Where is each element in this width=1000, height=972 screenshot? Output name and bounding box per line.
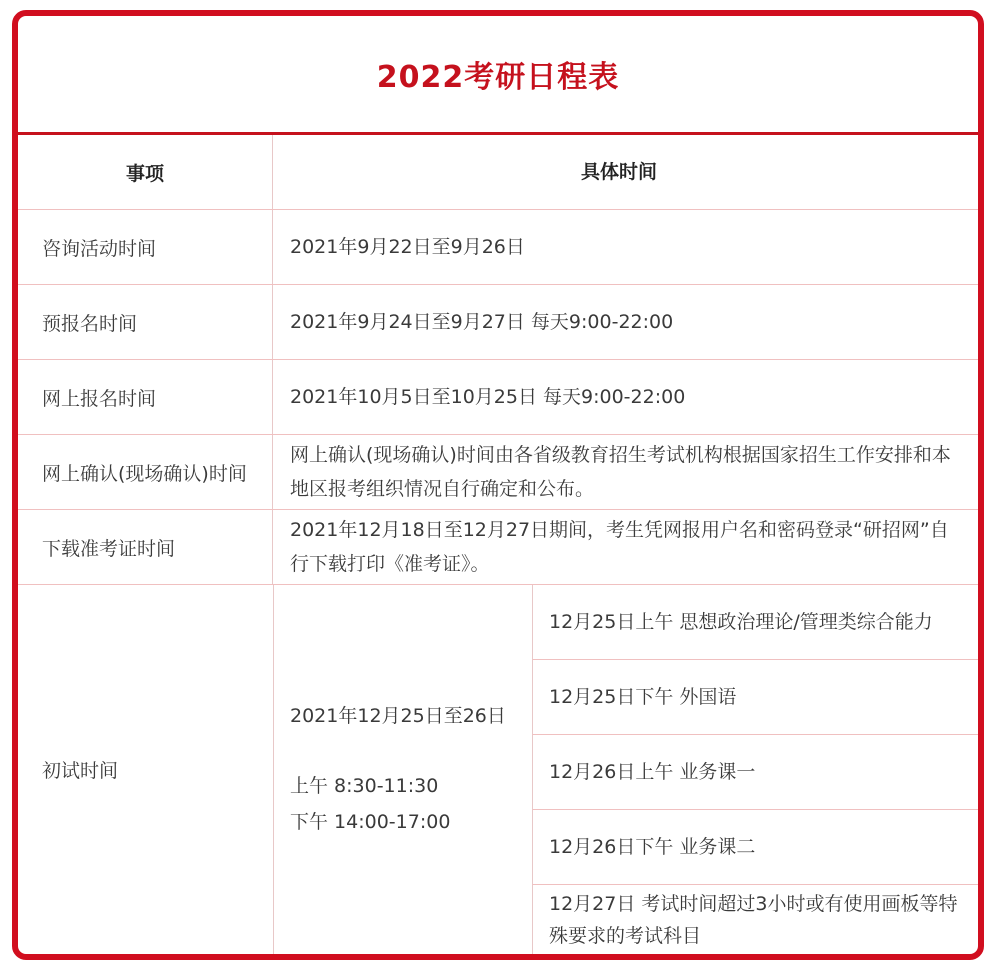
row-item: 预报名时间 bbox=[18, 285, 273, 359]
exam-afternoon-hours: 下午 14:00-17:00 bbox=[290, 811, 451, 833]
table-row bbox=[18, 360, 978, 435]
exam-morning-hours: 上午 8:30-11:30 bbox=[290, 775, 439, 797]
row-time: 2021年9月22日至9月26日 bbox=[290, 236, 525, 258]
page-title: 2022考研日程表 bbox=[376, 60, 620, 95]
exam-row bbox=[18, 585, 978, 954]
row-item: 网上确认(现场确认)时间 bbox=[18, 435, 273, 509]
exam-item: 初试时间 bbox=[18, 585, 274, 954]
row-time: 2021年9月24日至9月27日 每天9:00-22:00 bbox=[290, 311, 674, 333]
exam-session: 12月26日下午 业务课二 bbox=[532, 810, 978, 885]
exam-session: 12月25日下午 外国语 bbox=[532, 660, 978, 735]
table-row bbox=[18, 210, 978, 285]
table-row bbox=[18, 510, 978, 585]
header-time: 具体时间 bbox=[580, 161, 657, 183]
exam-session: 12月26日上午 业务课一 bbox=[532, 735, 978, 810]
table-header-row bbox=[18, 135, 978, 210]
row-time: 网上确认(现场确认)时间由各省级教育招生考试机构根据国家招生工作安排和本地区报考组织情况自行确定和公布。 bbox=[290, 444, 951, 500]
header-item: 事项 bbox=[18, 135, 273, 209]
row-time: 2021年10月5日至10月25日 每天9:00-22:00 bbox=[290, 386, 686, 408]
schedule-card bbox=[12, 10, 984, 960]
exam-date: 2021年12月25日至26日 bbox=[290, 705, 506, 727]
exam-session: 12月25日上午 思想政治理论/管理类综合能力 bbox=[532, 585, 978, 660]
table-row bbox=[18, 435, 978, 510]
row-time: 2021年12月18日至12月27日期间，考生凭网报用户名和密码登录“研招网”自行下载打印《准考证》。 bbox=[290, 519, 949, 575]
row-item: 咨询活动时间 bbox=[18, 210, 273, 284]
row-item: 网上报名时间 bbox=[18, 360, 273, 434]
exam-session: 12月27日 考试时间超过3小时或有使用画板等特殊要求的考试科目 bbox=[532, 885, 978, 954]
row-item: 下载准考证时间 bbox=[18, 510, 273, 584]
table-row bbox=[18, 285, 978, 360]
